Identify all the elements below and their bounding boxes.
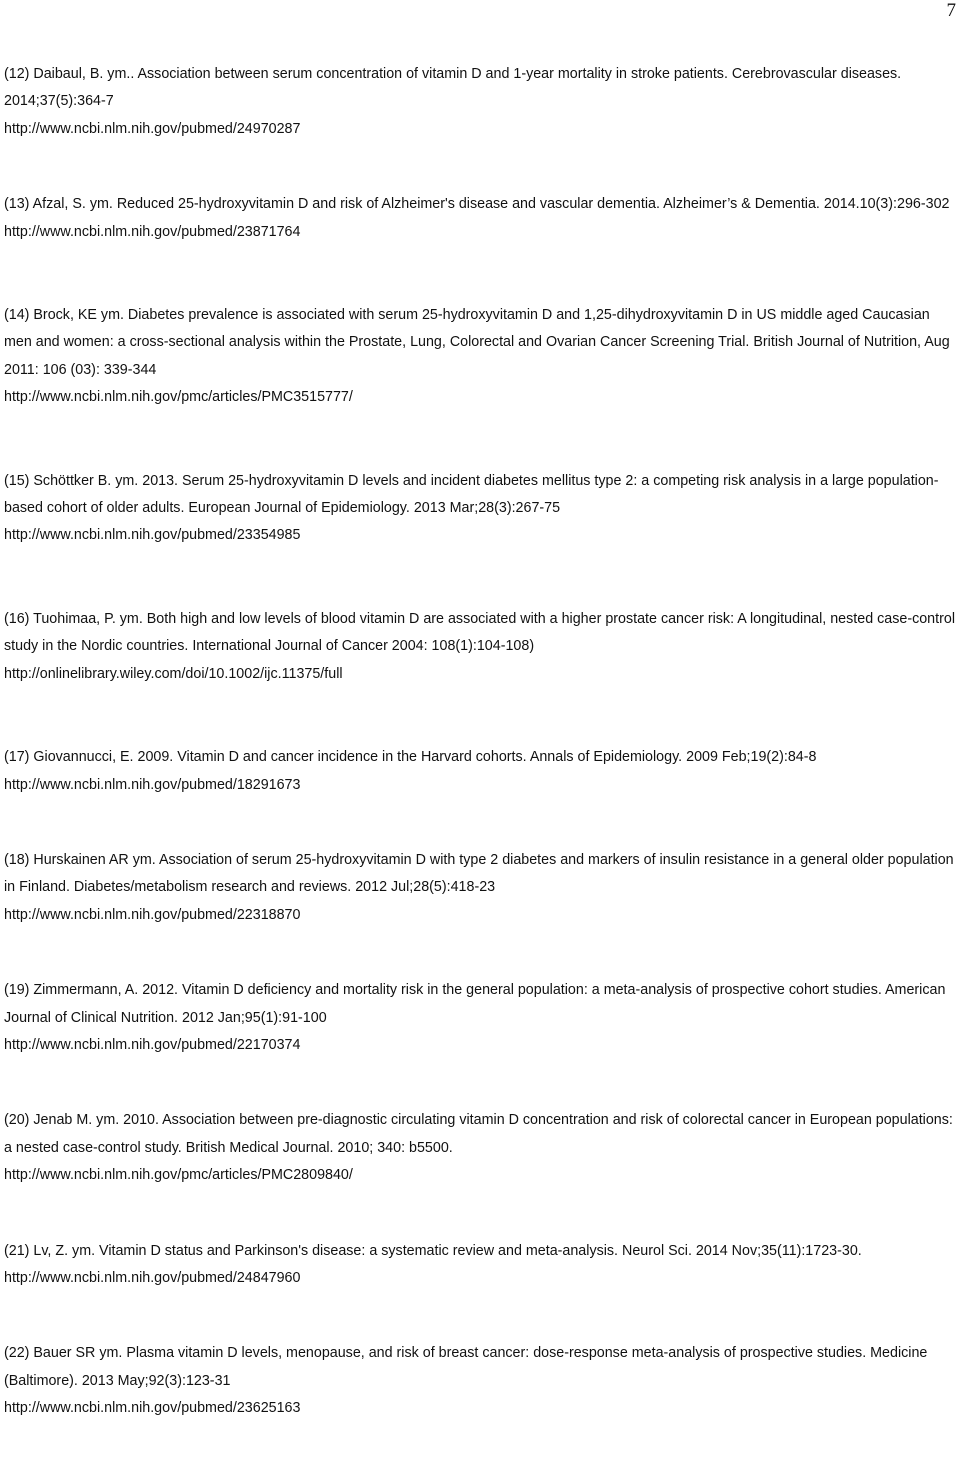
- reference-url[interactable]: http://www.ncbi.nlm.nih.gov/pubmed/23625163: [4, 1400, 301, 1417]
- reference-citation: (20) Jenab M. ym. 2010. Association between pre-diagnostic circulating vitamin D concentration and risk of colorectal cancer in European populations: a nested case-control study. British Medical Journal. 2010; 340: b5500.: [4, 1112, 953, 1156]
- reference-21: [4, 1238, 956, 1293]
- reference-18: [4, 847, 956, 929]
- reference-17: [4, 744, 956, 799]
- reference-url[interactable]: http://www.ncbi.nlm.nih.gov/pmc/articles/PMC2809840/: [4, 1167, 353, 1184]
- reference-citation: (22) Bauer SR ym. Plasma vitamin D levels, menopause, and risk of breast cancer: dose-response meta-analysis of prospective studies. Medicine (Baltimore). 2013 May;92(3):123-31: [4, 1345, 928, 1389]
- page-number: 7: [946, 0, 956, 21]
- reference-url[interactable]: http://www.ncbi.nlm.nih.gov/pubmed/23354985: [4, 527, 301, 544]
- reference-19: [4, 977, 956, 1059]
- reference-citation: (18) Hurskainen AR ym. Association of serum 25-hydroxyvitamin D with type 2 diabetes and markers of insulin resistance in a general older population in Finland. Diabetes/metabolism research and reviews. 2012 Jul;28(5):418-23: [4, 851, 954, 896]
- reference-citation: (12) Daibaul, B. ym.. Association between serum concentration of vitamin D and 1-year mortality in stroke patients. Cerebrovascular diseases. 2014;37(5):364-7: [4, 66, 902, 110]
- reference-list: [4, 61, 956, 1471]
- reference-url[interactable]: http://www.ncbi.nlm.nih.gov/pubmed/24970287: [4, 120, 301, 137]
- reference-13: [4, 191, 956, 246]
- reference-citation: (17) Giovannucci, E. 2009. Vitamin D and cancer incidence in the Harvard cohorts. Annals of Epidemiology. 2009 Feb;19(2):84-8: [4, 749, 817, 766]
- reference-citation: (21) Lv, Z. ym. Vitamin D status and Parkinson's disease: a systematic review and meta-analysis. Neurol Sci. 2014 Nov;35(11):1723-30.: [4, 1242, 862, 1259]
- reference-url[interactable]: http://www.ncbi.nlm.nih.gov/pubmed/18291673: [4, 776, 301, 793]
- reference-url[interactable]: http://www.ncbi.nlm.nih.gov/pubmed/24847960: [4, 1269, 301, 1286]
- reference-14: [4, 302, 956, 412]
- reference-citation: (16) Tuohimaa, P. ym. Both high and low levels of blood vitamin D are associated with a higher prostate cancer risk: A longitudinal, nested case-control study in the Nordic countries. International Journal of Cancer 2004: 108(1):104-108): [4, 610, 955, 655]
- reference-15: [4, 468, 956, 550]
- reference-url[interactable]: http://onlinelibrary.wiley.com/doi/10.1002/ijc.11375/full: [4, 665, 343, 682]
- reference-16: [4, 606, 956, 688]
- reference-20: [4, 1107, 956, 1189]
- reference-citation: (15) Schöttker B. ym. 2013. Serum 25-hydroxyvitamin D levels and incident diabetes mellitus type 2: a competing risk analysis in a large population-based cohort of older adults. European Journal of Epidemiology. 2013 Mar;28(3):267-75: [4, 472, 939, 517]
- reference-22: [4, 1340, 956, 1422]
- reference-12: [4, 61, 956, 143]
- reference-url[interactable]: http://www.ncbi.nlm.nih.gov/pmc/articles/PMC3515777/: [4, 389, 353, 406]
- reference-url[interactable]: http://www.ncbi.nlm.nih.gov/pubmed/22170374: [4, 1036, 301, 1053]
- reference-url[interactable]: http://www.ncbi.nlm.nih.gov/pubmed/23871764: [4, 223, 301, 240]
- reference-citation: (13) Afzal, S. ym. Reduced 25-hydroxyvitamin D and risk of Alzheimer's disease and vascular dementia. Alzheimer’s & Dementia. 2014.10(3):296-302: [4, 196, 950, 213]
- reference-url[interactable]: http://www.ncbi.nlm.nih.gov/pubmed/22318870: [4, 906, 301, 923]
- reference-citation: (14) Brock, KE ym. Diabetes prevalence is associated with serum 25-hydroxyvitamin D and 1,25-dihydroxyvitamin D in US middle aged Caucasian men and women: a cross-sectional analysis within the Prostate, Lung, Colorectal and Ovarian Cancer Screening Trial. British Journal of Nutrition, Aug 2011: 106 (03): 339-344: [4, 307, 950, 378]
- reference-citation: (19) Zimmermann, A. 2012. Vitamin D deficiency and mortality risk in the general population: a meta-analysis of prospective cohort studies. American Journal of Clinical Nutrition. 2012 Jan;95(1):91-100: [4, 982, 946, 1026]
